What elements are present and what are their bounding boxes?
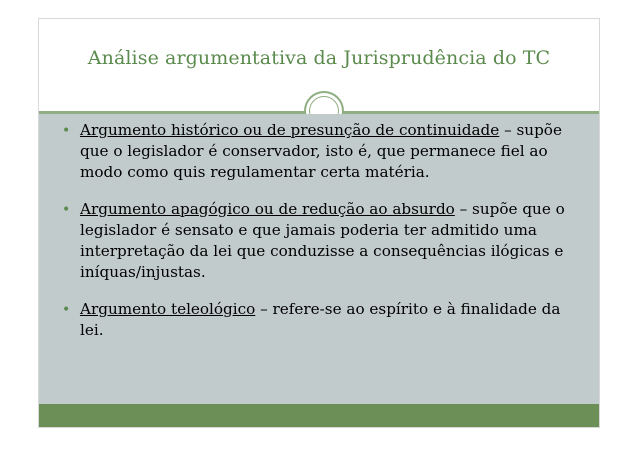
bullet-item-apagogico — [39, 199, 599, 283]
bullet-term: Argumento histórico ou de presunção de continuidade — [80, 121, 500, 139]
bullet-list — [39, 120, 599, 357]
bullet-icon: • — [62, 302, 71, 318]
slide-title: Análise argumentativa da Jurisprudência do TC — [87, 47, 551, 69]
bullet-icon: • — [62, 202, 71, 218]
bullet-item-teleologico — [39, 299, 599, 341]
bullet-icon: • — [62, 123, 71, 139]
bullet-text: – supõe que o legislador é conservador, isto é, que permanece fiel ao modo como quis regulamentar certa matéria. — [80, 121, 562, 181]
footer-bar — [39, 404, 599, 427]
bullet-term: Argumento teleológico — [80, 300, 256, 318]
content-area — [39, 114, 599, 405]
slide — [38, 18, 600, 428]
bullet-item-historico — [39, 120, 599, 183]
bullet-text: – refere-se ao espírito e à finalidade da lei. — [80, 300, 561, 339]
bullet-term: Argumento apagógico ou de redução ao absurdo — [80, 200, 455, 218]
bullet-text: – supõe que o legislador é sensato e que jamais poderia ter admitido uma interpretação da lei que conduzisse a consequências ilógicas e iníquas/injustas. — [80, 200, 565, 281]
